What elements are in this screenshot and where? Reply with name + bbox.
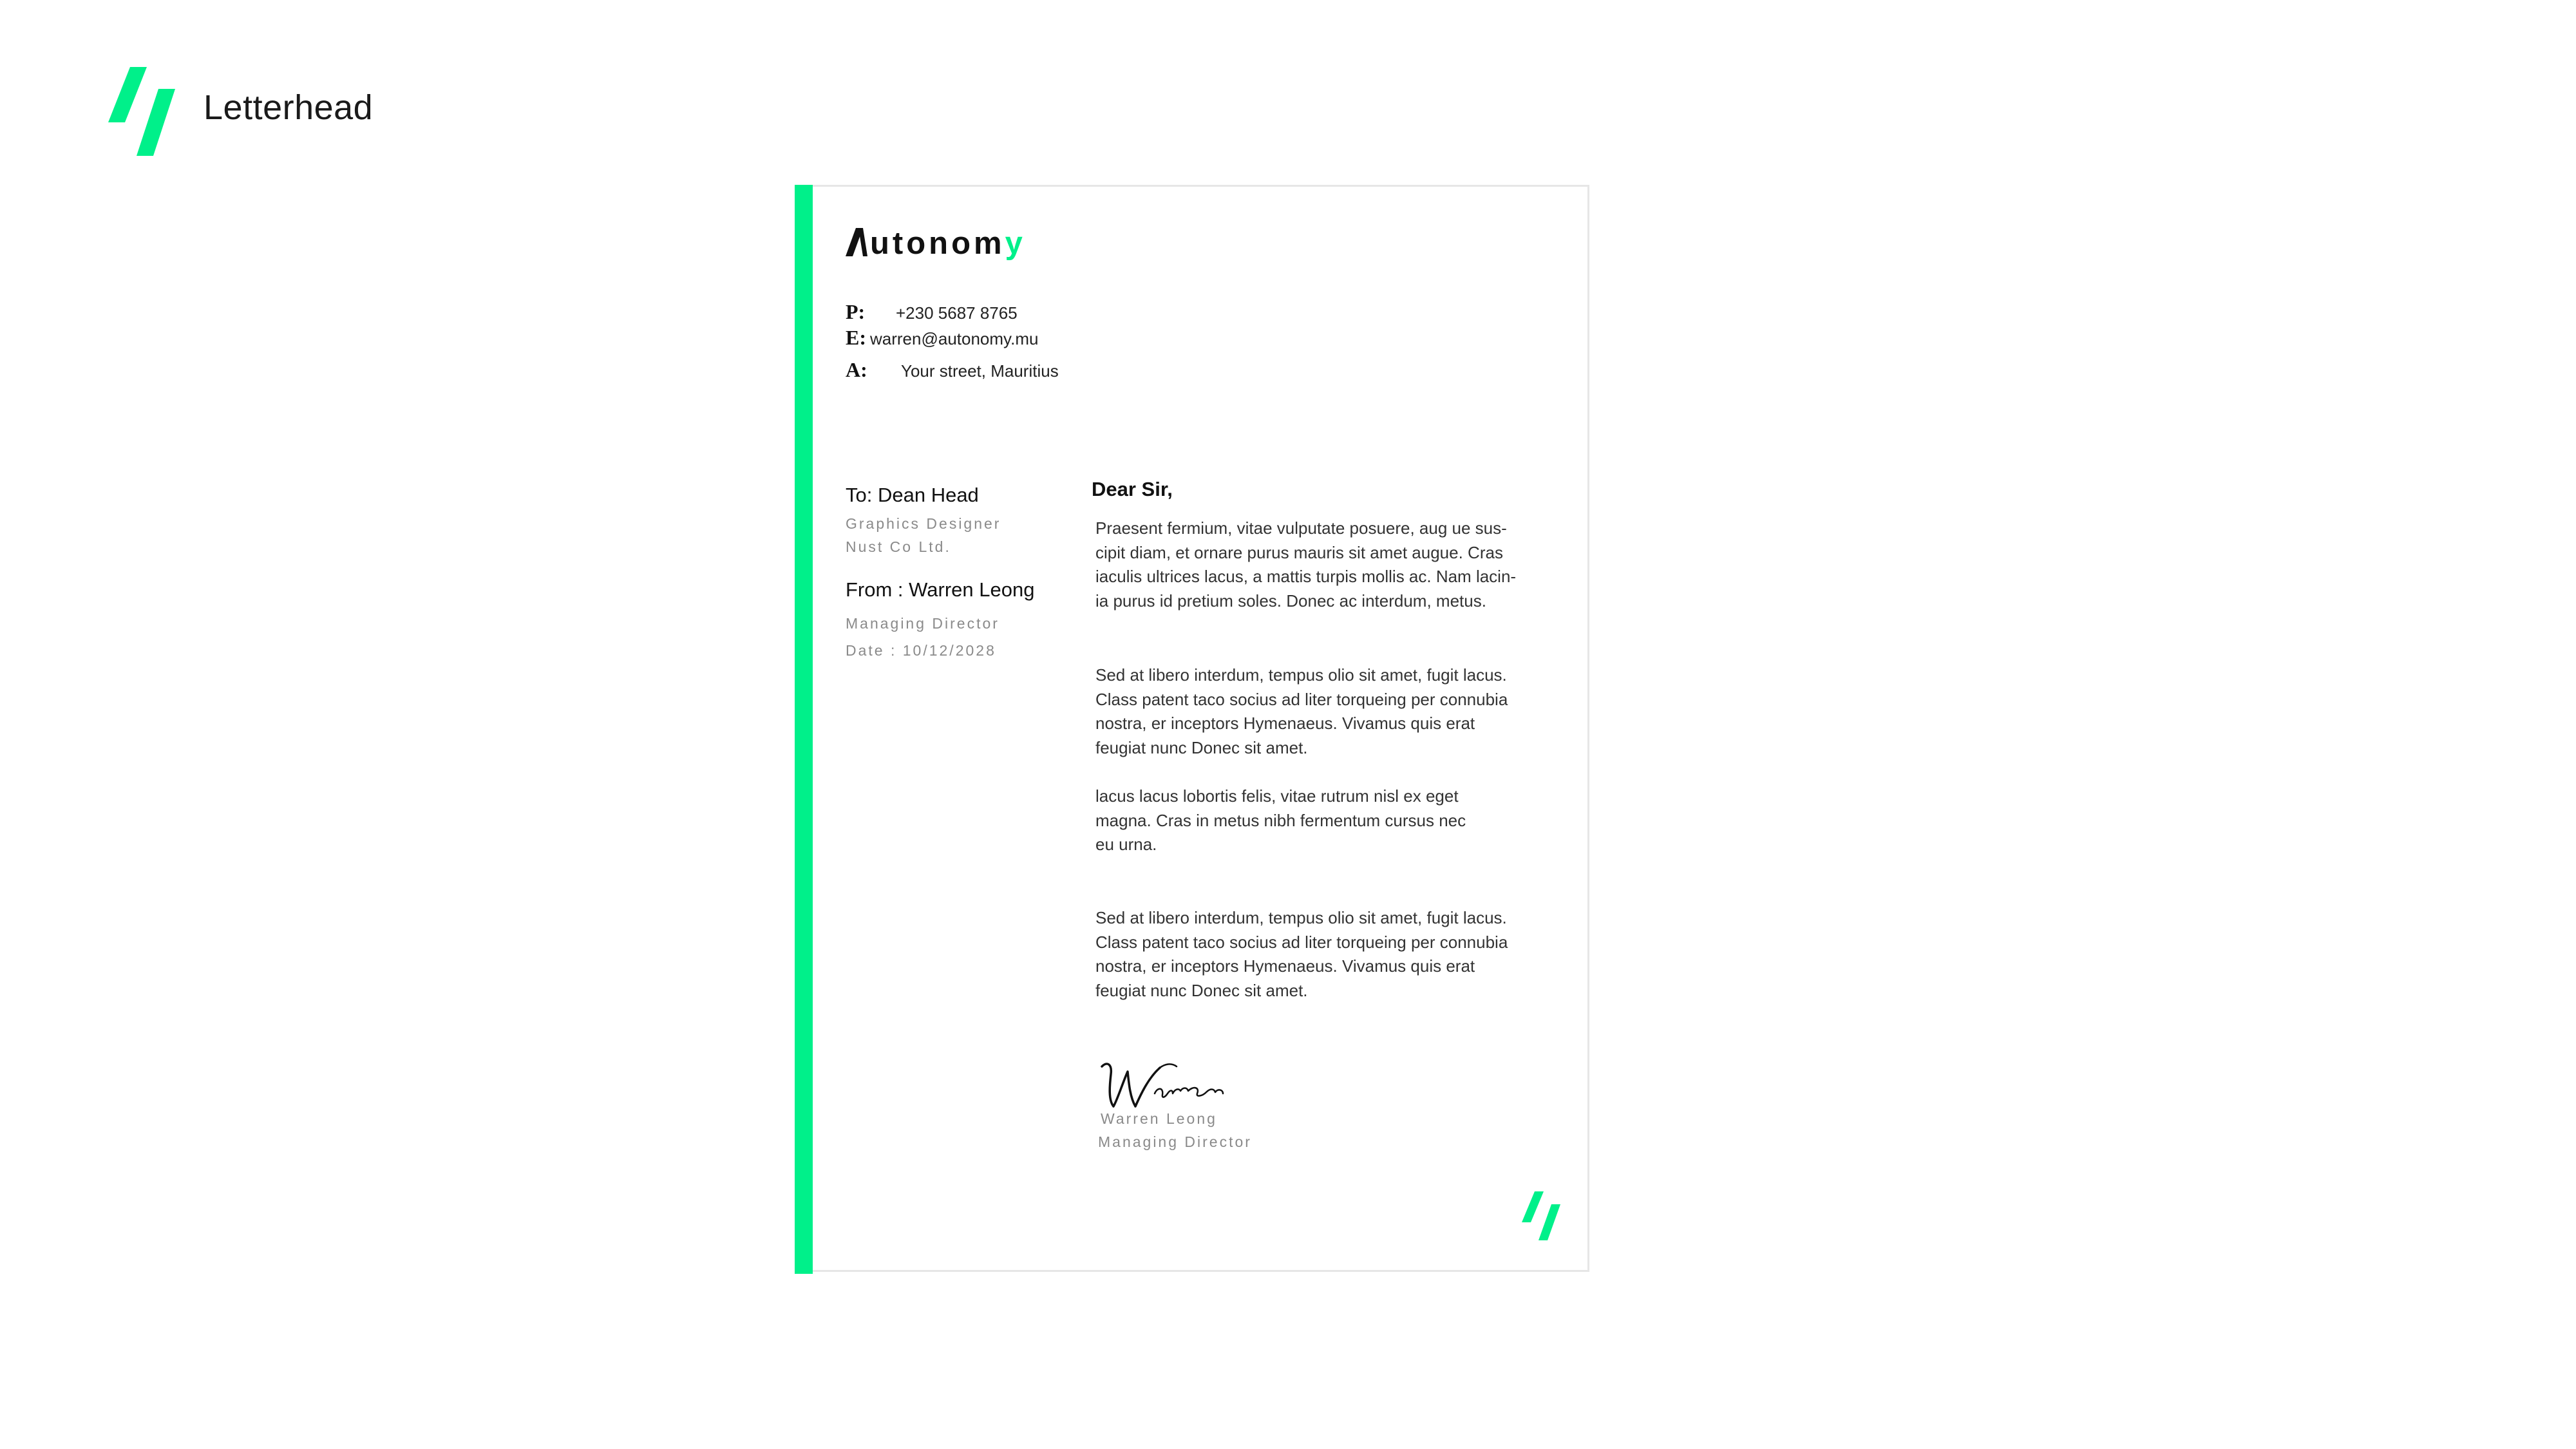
body-paragraph: Sed at libero interdum, tempus olio sit amet, fugit lacus. Class patent taco socius ad liter torqueing per connubia nostra, er inceptors Hymenaeus. Vivamus quis erat feugiat nunc Donec sit amet. — [1095, 908, 1508, 1000]
brand-wordmark — [846, 228, 1026, 260]
brand-a-mark-icon — [846, 228, 867, 256]
body-paragraph: Sed at libero interdum, tempus olio sit amet, fugit lacus. Class patent taco socius ad liter torqueing per connubia nostra, er inceptors Hymenaeus. Vivamus quis erat feugiat nunc Donec sit amet. — [1095, 665, 1508, 757]
signature-script: Warren — [1098, 1055, 1101, 1056]
sender-role: Managing Director — [846, 615, 999, 632]
contact-phone-row — [846, 301, 1018, 322]
recipient-to: To: Dean Head — [846, 484, 979, 506]
phone-label: P: — [846, 300, 866, 323]
signature-role: Managing Director — [1098, 1133, 1252, 1150]
letterhead-sheet — [795, 185, 1589, 1272]
page-title: Letterhead — [204, 88, 374, 127]
address-label: A: — [846, 358, 867, 381]
signature-name: Warren Leong — [1101, 1110, 1217, 1127]
recipient-company: Nust Co Ltd. — [846, 538, 951, 555]
letter-date: Date : 10/12/2028 — [846, 642, 996, 659]
handwritten-signature — [1098, 1055, 1246, 1119]
street-address: Your street, Mauritius — [901, 361, 1059, 381]
body-paragraph: lacus lacus lobortis felis, vitae rutrum nisl ex eget magna. Cras in metus nibh fermentum cursus nec eu urna. — [1095, 786, 1466, 854]
contact-email-row — [846, 327, 1038, 348]
email-label: E: — [846, 326, 866, 349]
brand-wordmark-last: y — [1005, 226, 1026, 261]
recipient-role: Graphics Designer — [846, 515, 1001, 532]
body-paragraph: Praesent fermium, vitae vulputate posuere, aug ue sus- cipit diam, et ornare purus mauris sit amet augue. Cras iaculis ultrices lacus, a mattis turpis mollis ac. Nam lacin- ia purus id pretium soles. Donec ac interdum, metus. — [1095, 518, 1517, 611]
slash-logo-icon — [108, 67, 175, 156]
email-address: warren@autonomy.mu — [870, 329, 1039, 348]
salutation: Dear Sir, — [1092, 478, 1173, 500]
corner-slash-logo-icon — [1522, 1191, 1560, 1240]
phone-number: +230 5687 8765 — [896, 303, 1018, 323]
brand-wordmark-middle: utonom — [870, 226, 1005, 261]
accent-bar — [795, 185, 813, 1274]
contact-address-row — [846, 359, 1059, 380]
sender-from: From : Warren Leong — [846, 578, 1035, 601]
